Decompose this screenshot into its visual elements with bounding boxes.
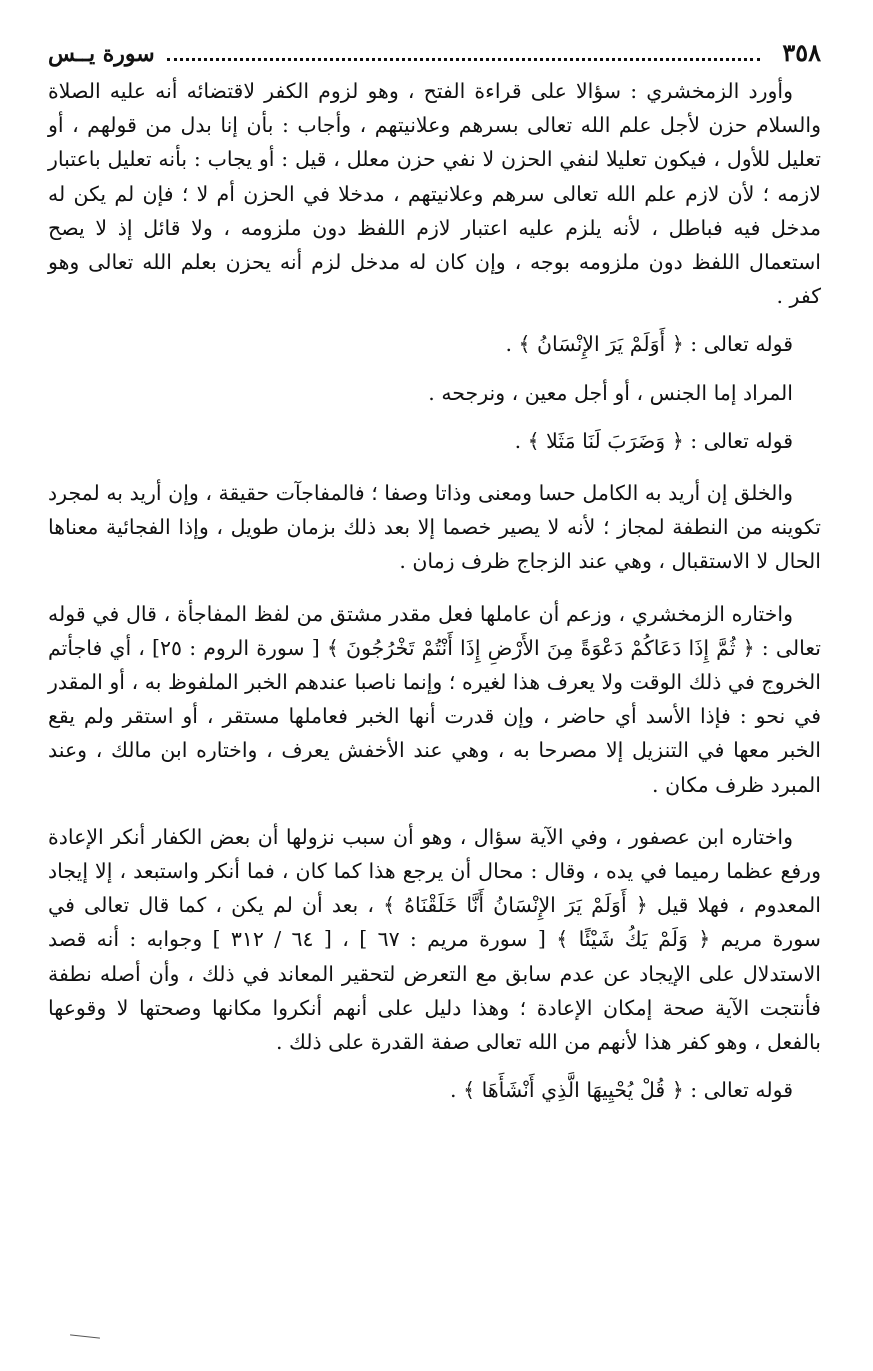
verse-quote-yuhyiha: قوله تعالى : ﴿ قُلْ يُحْيِيهَا الَّذِي أَنْشَأَهَا ﴾ .	[450, 1078, 793, 1103]
running-head	[48, 38, 821, 74]
verse-quote-insan: قوله تعالى : ﴿ أَوَلَمْ يَرَ الإِنْسَانُ ﴾ .	[505, 332, 793, 357]
dotted-leader	[167, 58, 761, 61]
body-text	[48, 74, 821, 1107]
paragraph-creation: والخلق إن أريد به الكامل حسا ومعنى وذاتا وصفا ؛ فالمفاجآت حقيقة ، وإن أريد به لمجرد تكوينه من النطفة لمجاز ؛ لأنه لا يصير خصما إلا بعد ذلك بزمان طويل ، وإذا الفجائية معناها الحال لا الاستقبال ، وهي عند الزجاج ظرف زمان .	[48, 481, 821, 574]
page-corner-mark	[70, 1334, 100, 1338]
paragraph-ibn-usfur: واختاره ابن عصفور ، وفي الآية سؤال ، وهو أن سبب نزولها أن بعض الكفار أنكر الإعادة ورفع عظما رميما في يده ، وقال : محال أن يرجع هذا كما كان ، فما أنكر واستبعد ، إلا إيجاد المعدوم ، فهلا قيل ﴿ أَوَلَمْ يَرَ الإِنْسَانُ أَنَّا خَلَقْنَاهُ ﴾ ، بعد أن لم يكن ، كما قال تعالى في سورة مريم ﴿ وَلَمْ يَكُ شَيْئًا ﴾ [ سورة مريم : ٦٧ ] ، [ ٦٤ / ٣١٢ ] وجوابه : أنه قصد الاستدلال على الإيجاد عن عدم سابق مع التعرض لتحقير المعاند في ذلك ، وأن أصله نطفة فأنتجت الآية صحة إمكان الإعادة ؛ وهذا دليل على أنهم أنكروا مكانها وصحتها لا وقوعها بالفعل ، وهو كفر هذا لأنهم من الله تعالى صفة القدرة على ذلك .	[48, 824, 821, 1055]
surah-title: سورة يــس	[48, 41, 155, 67]
paragraph-meaning: المراد إما الجنس ، أو أجل معين ، ونرجحه .	[428, 380, 793, 405]
page-number: ٣٥٨	[782, 38, 821, 67]
verse-quote-mathal: قوله تعالى : ﴿ وَضَرَبَ لَنَا مَثَلا ﴾ .	[514, 428, 793, 453]
paragraph-zamakhshari-question: وأورد الزمخشري : سؤالا على قراءة الفتح ، وهو لزوم الكفر لاقتضائه أنه عليه الصلاة والسلام حزن لأجل علم الله تعالى بسرهم وعلانيتهم ، وأجاب : بأن إنا بدل من قولهم ، أو تعليل للأول ، فيكون تعليلا لنفي الحزن لا نفي حزن معلل ، قيل : أو يجاب : بأنه تعليل باعتبار لازمه ؛ لأن لازم علم الله تعالى سرهم وعلانيتهم ، مدخلا في الحزن أم لا ؛ فإن لم يكن له مدخل فيه فباطل ، لأنه يلزم عليه اعتبار لازم اللفظ دون ملزومه ، ولا قائل إذ لا يصح استعمال اللفظ دون ملزومه بوجه ، وإن كان له مدخل لزم أنه يحزن بعلم الله تعالى وهو كفر .	[48, 79, 821, 309]
paragraph-idha-fujaiyya: واختاره الزمخشري ، وزعم أن عاملها فعل مقدر مشتق من لفظ المفاجأة ، قال في قوله تعالى : ﴿ ثُمَّ إِذَا دَعَاكُمْ دَعْوَةً مِنَ الأَرْضِ إِذَا أَنْتُمْ تَخْرُجُونَ ﴾ [ سورة الروم : ٢٥] ، أي فاجأتم الخروج في ذلك الوقت ولا يعرف هذا لغيره ؛ وإنما ناصبا عندهم الخبر الملفوظ به ، أو المقدر في نحو : فإذا الأسد أي حاضر ، وإن قدرت أنها الخبر فعاملها مستقر ، أو استقر ولم يقع الخبر معها في التنزيل إلا مصرحا به ، وهي عند الأخفش يعرف ، واختاره ابن مالك ، وعند المبرد ظرف مكان .	[48, 601, 821, 797]
